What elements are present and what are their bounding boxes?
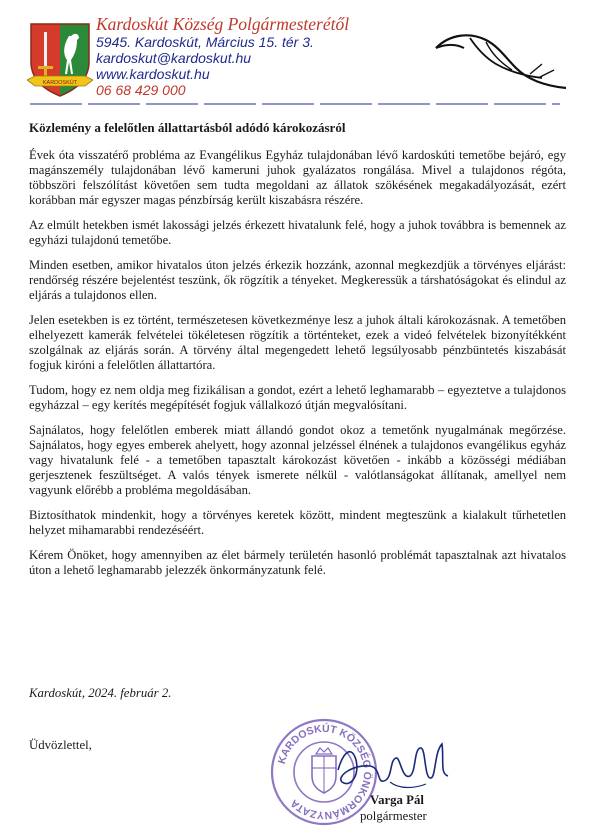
org-website: www.kardoskut.hu — [96, 66, 210, 82]
letterhead — [0, 0, 594, 112]
document-body — [29, 120, 566, 588]
signer-name: Varga Pál — [370, 793, 424, 807]
document-date: Kardoskút, 2024. február 2. — [29, 686, 172, 700]
handwritten-signature-icon — [330, 730, 460, 800]
paragraph: Tudom, hogy ez nem oldja meg fizikálisan a gondot, ezért a lehető leghamarabb – egyeztetve a tulajdonos egyházzal – egy kerítés megépítését fogjuk vállalkozó útján megvalósítani. — [29, 383, 566, 412]
paragraph: Biztosíthatok mindenkit, hogy a törvényes keretek között, mindent megteszünk a kialakult tűrhetetlen helyzet mihamarabbi rendezéséért. — [29, 508, 566, 537]
paragraph: Az elmúlt hetekben ismét lakossági jelzés érkezett hivatalunk felé, hogy a juhok továbbra is bemennek az egyházi tulajdonú temetőbe. — [29, 218, 566, 247]
paragraph: Sajnálatos, hogy felelőtlen emberek miatt állandó gondot okoz a temetőnk nyugalmának megőrzése. Sajnálatos, hogy egyes emberek ahelyett, hogy azonnal jelzéssel élnének a tulajdonos evangélikus egyház vagy hivatalunk felé - a temetőben tapasztalt károkozást követően - inkább a közösségi médiában gerjesztenek feszültséget. A valós tények ismerete nélkül - valótlanságokat állítanak, amellyel nem vagyunk előrébb a probléma megoldásában. — [29, 423, 566, 497]
paragraph: Kérem Önöket, hogy amennyiben az élet bármely területén hasonló problémát tapasztalnak azt hivatalos úton a lehető leghamarabb jelezzék önkormányzatunk felé. — [29, 548, 566, 577]
greeting: Üdvözlettel, — [29, 738, 92, 752]
signer-title: polgármester — [360, 809, 427, 823]
org-phone: 06 68 429 000 — [96, 82, 186, 98]
paragraph: Minden esetben, amikor hivatalos úton jelzés érkezik hozzánk, azonnal megkezdjük a törvényes eljárást: rendőrség részére bejelentést teszünk, ők rögzítik a tényeket. Megkeressük a társhatóságokat és elindul az eljárás a tulajdonos ellen. — [29, 258, 566, 302]
letterhead-text — [96, 14, 349, 98]
paragraph: Jelen esetekben is ez történt, természetesen következménye lesz a juhok általi károkozásnak. A temetőben elhelyezett kamerák felvételei tökéletesen rögzítik a történteket, ezek a videó felvételek bizonyítékként szolgálnak az eljárás során. A törvény által megengedett lehető legsúlyosabb pénzbüntetés kiszabását fogjuk kiróni a felelőtlen állattartóra. — [29, 313, 566, 372]
letterhead-divider — [30, 101, 560, 107]
coat-of-arms-icon — [27, 18, 93, 100]
org-address: 5945. Kardoskút, Március 15. tér 3. — [96, 34, 314, 50]
stork-logo-icon — [430, 28, 570, 98]
org-name: Kardoskút Község Polgármesterétől — [96, 14, 350, 34]
crest-banner-text: KARDOSKÚT — [42, 80, 78, 86]
org-email: kardoskut@kardoskut.hu — [96, 50, 252, 66]
document-title: Közlemény a felelőtlen állattartásból adódó károkozásról — [29, 120, 346, 135]
stamp-text: KARDOSKÚT KÖZSÉG ÖNKORMÁNYZATA — [275, 722, 374, 822]
paragraph: Évek óta visszatérő probléma az Evangélikus Egyház tulajdonában lévő kardoskúti temetőbe bejáró, egy magánszemély tulajdonában lévő kameruni juhok gyalázatos rongálása. Mivel a tulajdonos régóta, többszöri felszólítást követően sem tudta megoldani az állatok szökésének megakadályozását, ezért korábban már egyszer magas pénzbírság került kiszabásra részére. — [29, 148, 566, 207]
